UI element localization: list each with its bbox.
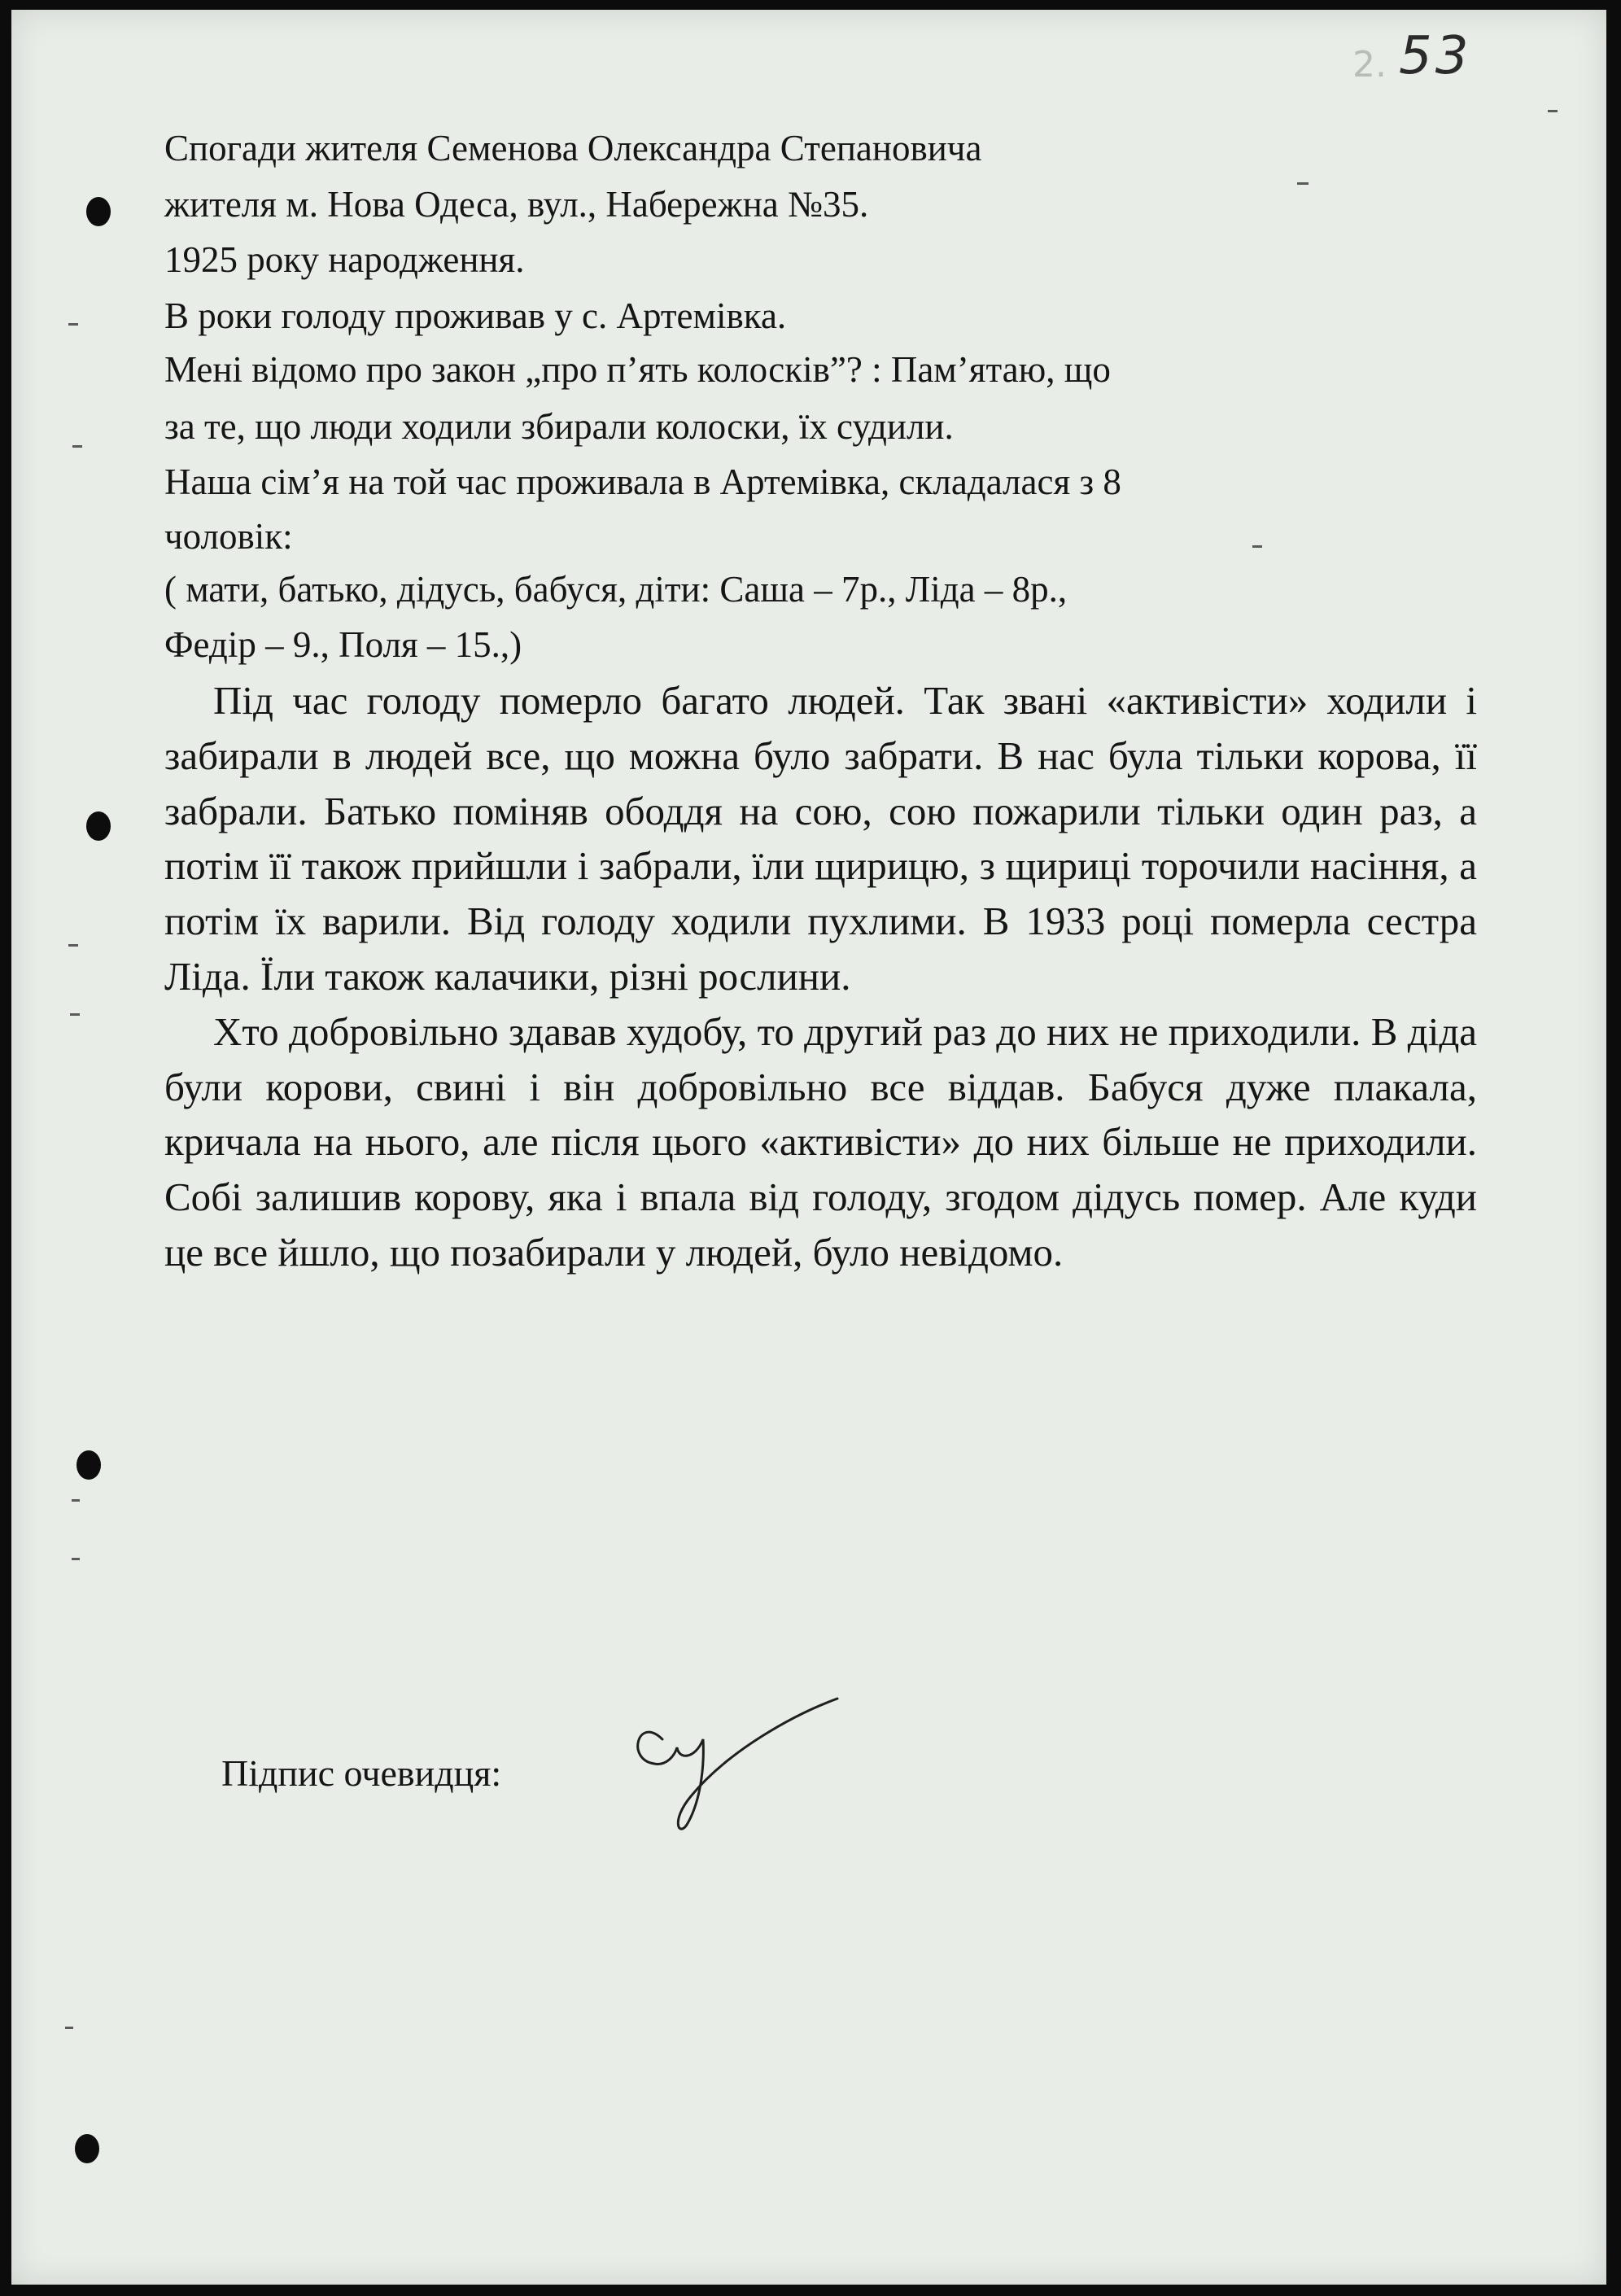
signature-label: Підпис очевидця:: [221, 1752, 502, 1794]
scan-mark: [1297, 182, 1309, 185]
header-line-6: за те, що люди ходили збирали колоски, їх судили.: [164, 406, 954, 447]
punch-hole: [75, 2134, 99, 2163]
paragraph-2: Хто добровільно здавав худобу, то другий раз до них не приходили. В діда були корови, свині і він добровільно все віддав. Бабуся дуже плакала, кричала на нього, але після цього «активісти» до них більше не приходили. Собі залишив корову, яка і впала від голоду, згодом дідусь помер. Але куди це все йшло, що позабирали у людей, було невідомо.: [164, 1008, 1477, 1275]
scan-mark: [68, 323, 78, 326]
header-line-4: В роки голоду проживав у с. Артемівка.: [164, 295, 787, 336]
header-line-7: Наша сім’я на той час проживала в Артемівка, складалася з 8: [164, 461, 1121, 502]
header-line-3: 1925 року народження.: [164, 239, 525, 280]
scan-mark: [65, 2027, 73, 2029]
scan-mark: [1548, 110, 1558, 112]
header-line-9: ( мати, батько, дідусь, бабуся, діти: Саша – 7р., Ліда – 8р.,: [164, 569, 1068, 610]
header-line-1: Спогади жителя Семенова Олександра Степановича: [164, 128, 982, 168]
scan-mark: [72, 1499, 80, 1502]
faint-page-mark: 2.: [1352, 44, 1387, 85]
testimony-body: [164, 673, 1477, 1280]
signature-image: [630, 1682, 874, 1845]
scan-mark: [68, 944, 78, 947]
punch-hole: [86, 811, 111, 841]
header-line-2: жителя м. Нова Одеса, вул., Набережна №35.: [164, 184, 869, 225]
paragraph-1: Під час голоду померло багато людей. Так звані «активісти» ходили і забирали в людей все, що можна було забрати. В нас була тільки корова, її забрали. Батько поміняв ободдя на сою, сою пожарили тільки один раз, а потім її також прийшли і забрали, їли щирицю, з щириці торочили насіння, а потім їх варили. Від голоду ходили пухлими. В 1933 році померла сестра Ліда. Їли також калачики, різні рослини.: [164, 678, 1477, 999]
page-number: 53: [1399, 26, 1472, 86]
scan-mark: [72, 1558, 80, 1560]
document-page: [11, 10, 1606, 2285]
scan-mark: [72, 445, 82, 448]
header-line-8: чоловік:: [164, 516, 293, 557]
header-line-5: Мені відомо про закон „про п’ять колосків”? : Пам’ятаю, що: [164, 349, 1111, 390]
scan-mark: [70, 1013, 80, 1016]
punch-hole: [76, 1450, 101, 1480]
scan-mark: [1252, 545, 1262, 548]
punch-hole: [86, 197, 111, 226]
header-line-10: Федір – 9., Поля – 15.,): [164, 624, 522, 665]
